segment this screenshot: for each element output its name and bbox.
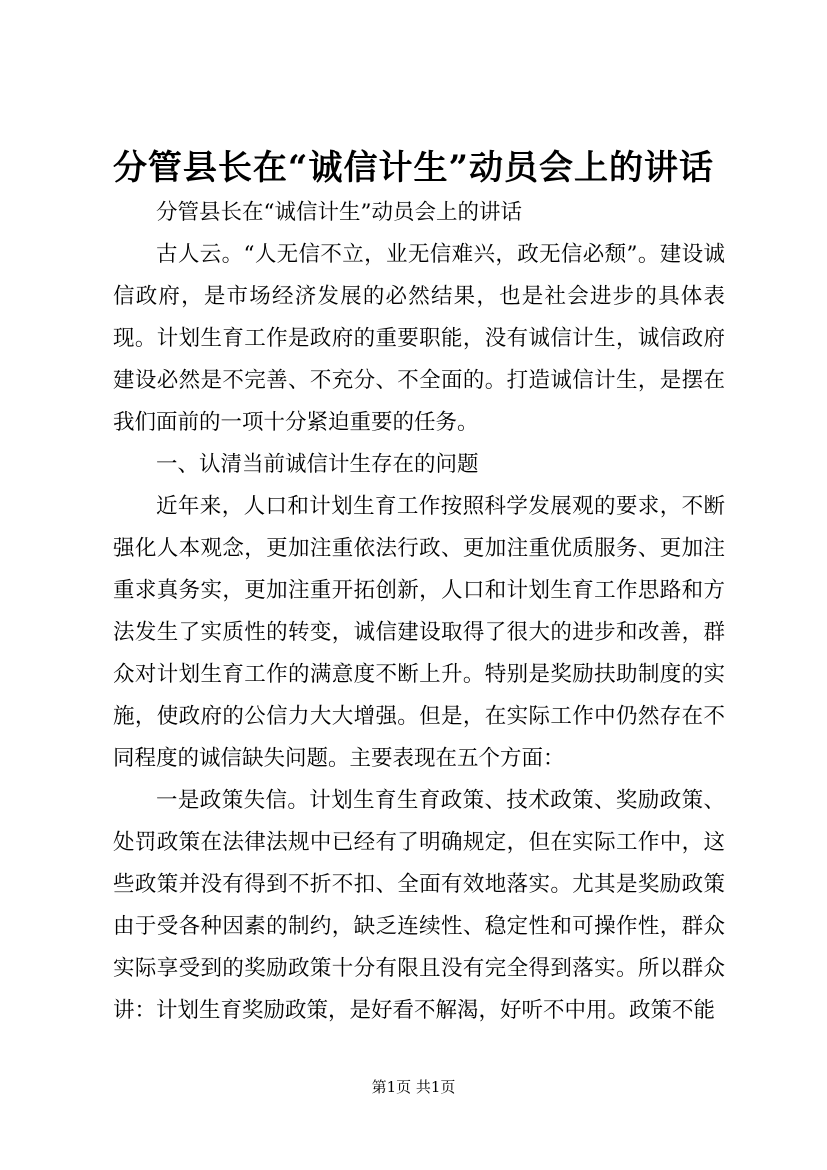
paragraph-subtitle: 分管县长在“诚信计生”动员会上的讲话 <box>156 200 522 225</box>
document-title: 分管县长在“诚信计生”动员会上的讲话 <box>112 148 715 188</box>
document-body <box>113 192 725 1032</box>
paragraph-policy: 一是政策失信。计划生育生育政策、技术政策、奖励政策、处罚政策在法律法规中已经有了明确规定，但在实际工作中，这些政策并没有得到不折不扣、全面有效地落实。尤其是奖励政策由于受各种因素的制约，缺乏连续性、稳定性和可操作性，群众实际享受到的奖励政策十分有限且没有完全得到落实。所以群众讲：计划生育奖励政策，是好看不解渴，好听不中用。政策不能 <box>113 788 725 1023</box>
paragraph-intro: 古人云。“人无信不立，业无信难兴，政无信必颓”。建设诚信政府，是市场经济发展的必然结果，也是社会进步的具体表现。计划生育工作是政府的重要职能，没有诚信计生，诚信政府建设必然是不完善、不充分、不全面的。打造诚信计生，是摆在我们面前的一项十分紧迫重要的任务。 <box>113 242 725 435</box>
paragraph-background: 近年来，人口和计划生育工作按照科学发展观的要求，不断强化人本观念，更加注重依法行政、更加注重优质服务、更加注重求真务实，更加注重开拓创新，人口和计划生育工作思路和方法发生了实质性的转变，诚信建设取得了很大的进步和改善，群众对计划生育工作的满意度不断上升。特别是奖励扶助制度的实施，使政府的公信力大大增强。但是，在实际工作中仍然存在不同程度的诚信缺失问题。主要表现在五个方面： <box>113 494 725 771</box>
section-heading: 一、认清当前诚信计生存在的问题 <box>156 452 479 477</box>
page-footer: 第1页 共1页 <box>371 1078 456 1096</box>
